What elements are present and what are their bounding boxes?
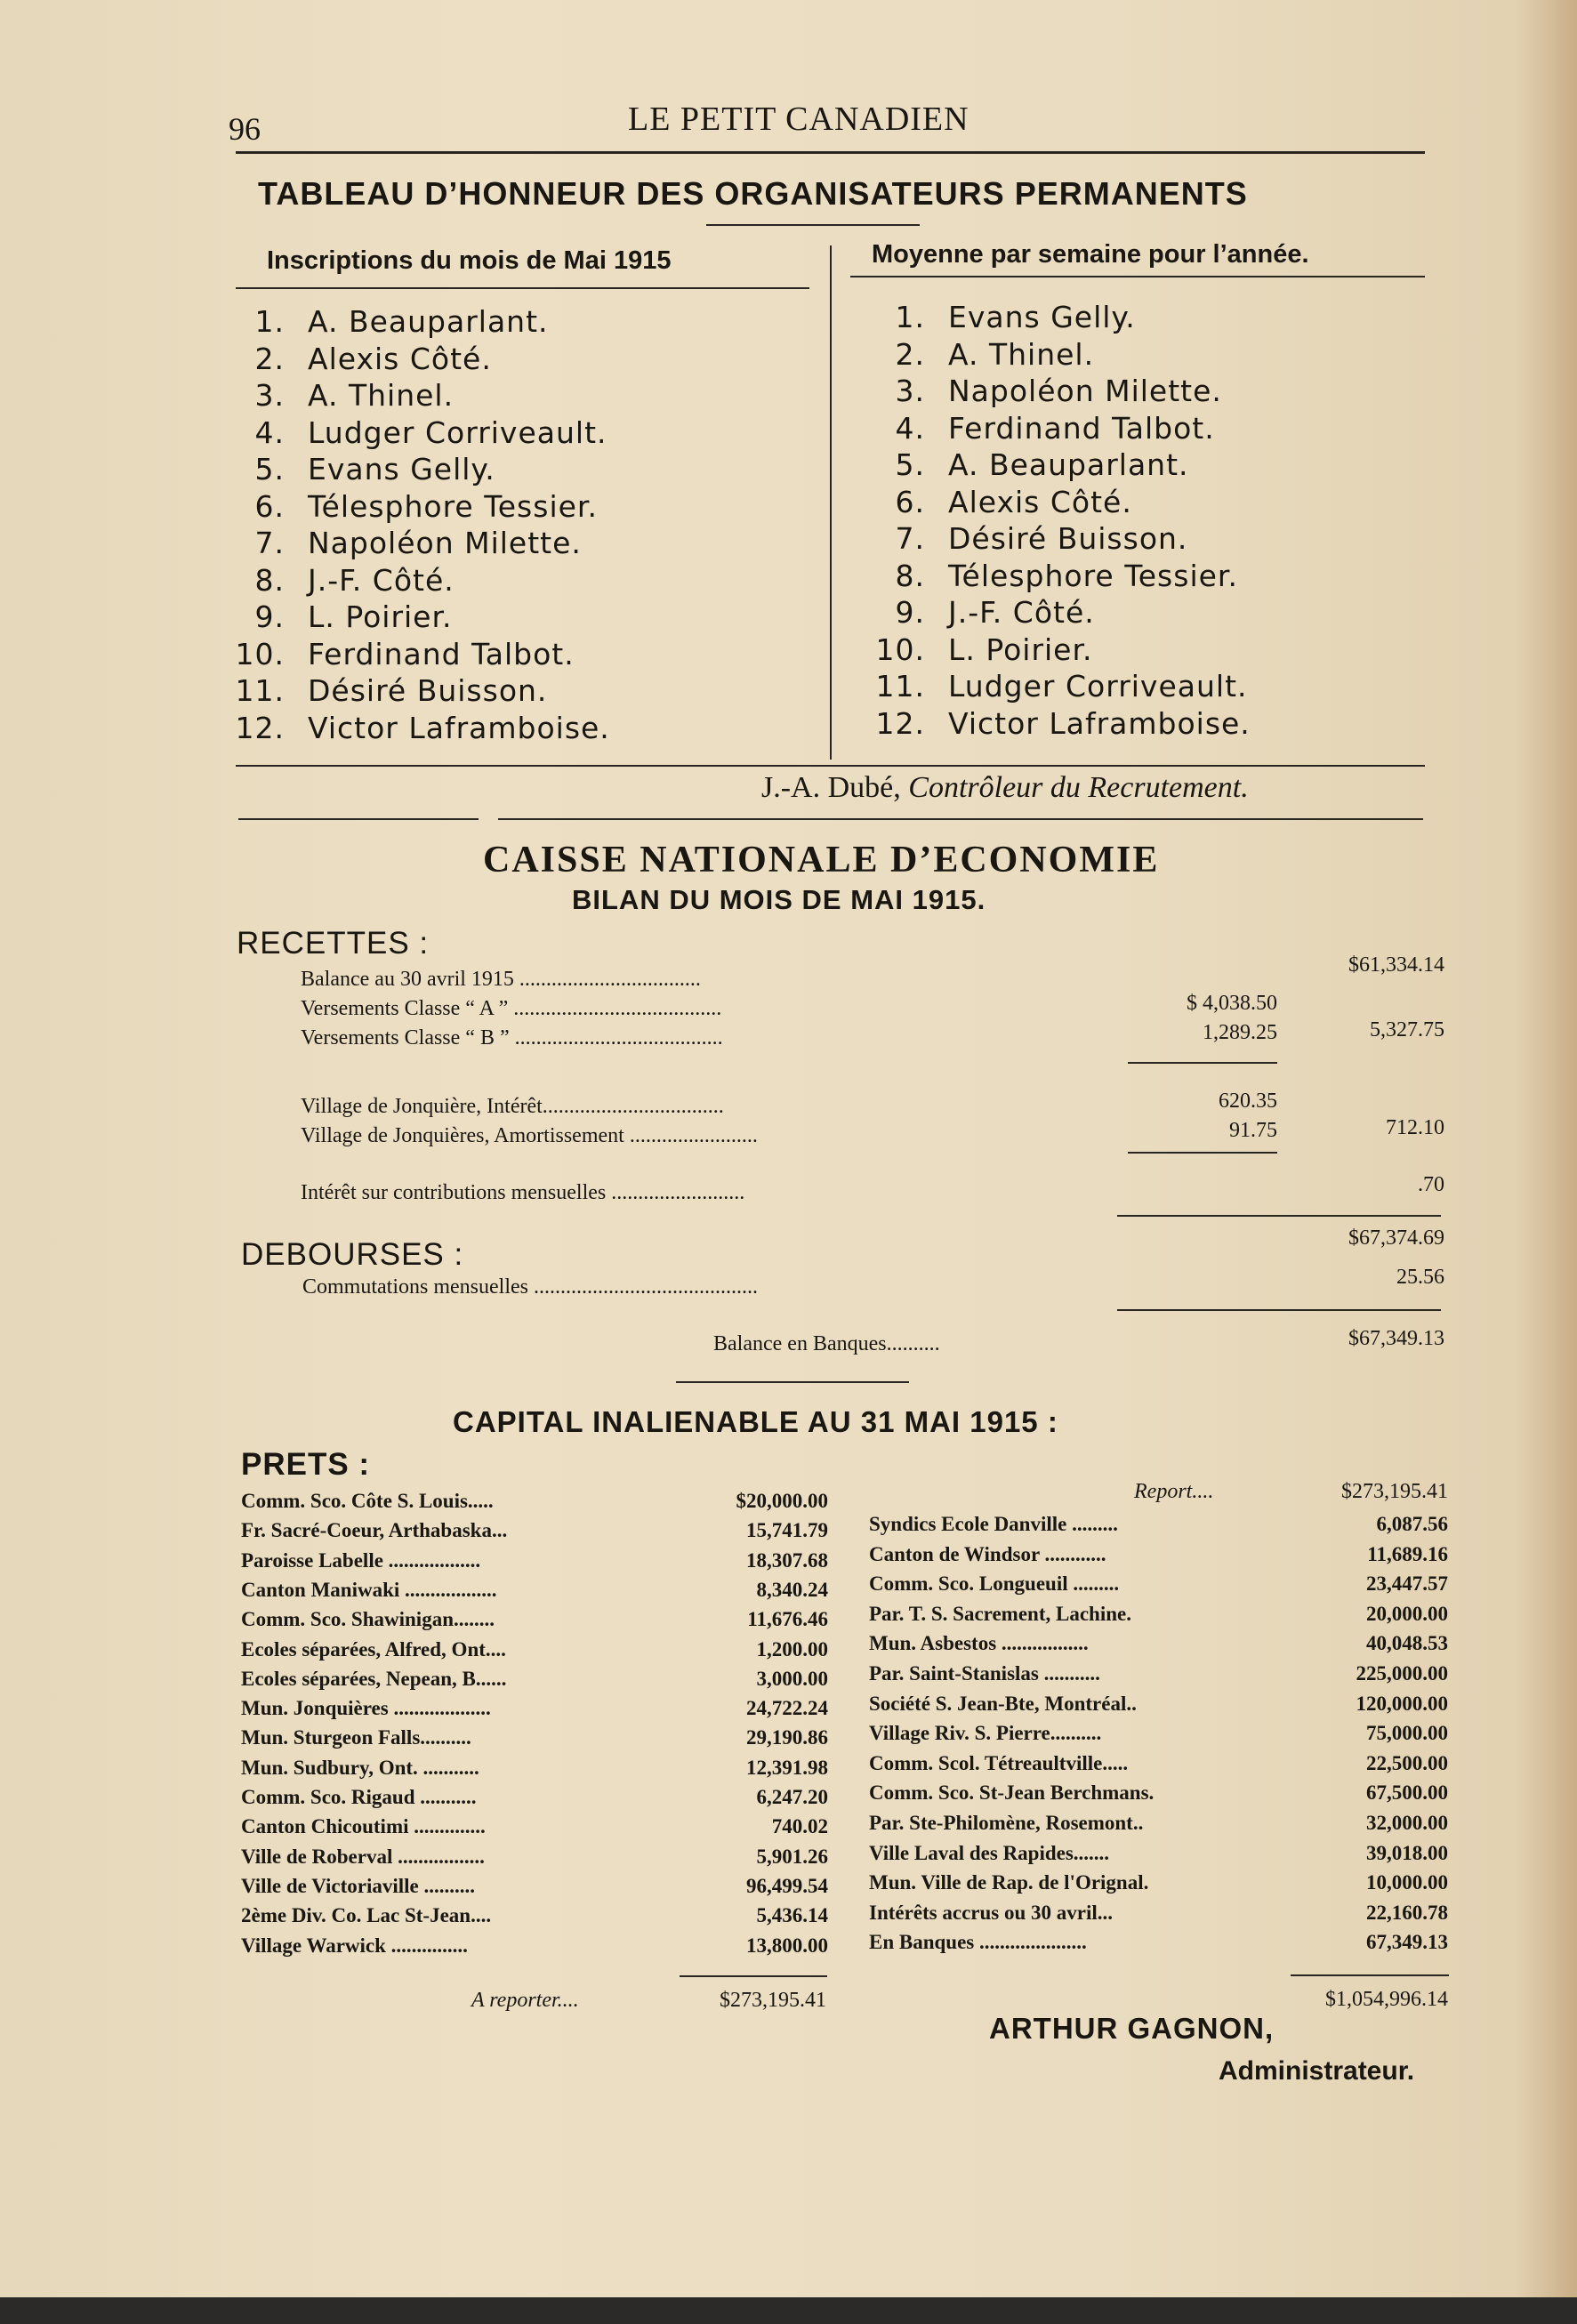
debourses-heading: DEBOURSES : — [241, 1237, 464, 1272]
capital-title: CAPITAL INALIENABLE AU 31 MAI 1915 : — [453, 1405, 1058, 1438]
report-label: Report.... — [1134, 1480, 1214, 1503]
loan-row-left — [241, 1608, 828, 1635]
honor-left-item — [233, 415, 607, 450]
loan-amount: $20,000.00 — [736, 1490, 828, 1512]
item-number: 3. — [895, 374, 925, 408]
honor-left-item — [233, 378, 454, 413]
item-name: Victor Laframboise. — [308, 710, 610, 745]
loan-label: Comm. Sco. Côte S. Louis..... — [241, 1490, 494, 1512]
loan-row-right — [869, 1842, 1448, 1869]
caisse-title: CAISSE NATIONALE D’ECONOMIE — [483, 840, 1160, 881]
right-loans-rule — [1291, 1974, 1449, 1976]
item-name: Alexis Côté. — [308, 341, 492, 376]
recette-amount: 91.75 — [1229, 1119, 1277, 1142]
loan-row-left — [241, 1519, 828, 1546]
loan-label: Société S. Jean-Bte, Montréal.. — [869, 1692, 1137, 1715]
item-number: 4. — [254, 414, 285, 450]
loan-row-left — [241, 1697, 828, 1724]
loan-row-right — [869, 1902, 1448, 1928]
honor-right-item — [873, 300, 1136, 334]
item-name: Désiré Buisson. — [308, 673, 548, 708]
item-number: 8. — [895, 558, 925, 593]
loan-label: Comm. Sco. Longueuil ......... — [869, 1572, 1120, 1596]
loan-label: Ecoles séparées, Nepean, B...... — [241, 1667, 507, 1690]
honor-right-item — [873, 521, 1187, 556]
honor-bottom-rule — [236, 765, 1425, 767]
column-divider — [830, 245, 832, 760]
item-number: 7. — [895, 521, 925, 556]
loan-label: Mun. Sudbury, Ont. ........... — [241, 1756, 479, 1779]
loan-row-right — [869, 1871, 1448, 1898]
loan-label: Ecoles séparées, Alfred, Ont.... — [241, 1637, 506, 1661]
prets-heading: PRETS : — [241, 1447, 371, 1482]
recette-label: Village de Jonquières, Amortissement ........................ — [301, 1124, 758, 1147]
balance-total: $67,349.13 — [1348, 1327, 1444, 1350]
loan-amount: 96,499.54 — [746, 1874, 828, 1897]
item-number: 1. — [254, 304, 285, 339]
item-name: A. Beauparlant. — [308, 304, 549, 339]
subrule-1 — [1128, 1062, 1277, 1064]
loan-amount: 40,048.53 — [1366, 1632, 1448, 1655]
item-number: 4. — [895, 410, 925, 446]
item-name: A. Thinel. — [308, 378, 455, 413]
loan-label: Comm. Sco. St-Jean Berchmans. — [869, 1781, 1155, 1805]
loan-label: Canton Chicoutimi .............. — [241, 1815, 486, 1838]
honor-right-item — [873, 485, 1132, 519]
signature — [761, 771, 1249, 805]
item-number: 5. — [254, 452, 285, 487]
loan-amount: 3,000.00 — [756, 1667, 828, 1690]
honor-left-item — [233, 342, 492, 376]
item-number: 5. — [895, 447, 925, 482]
item-number: 9. — [254, 599, 285, 634]
loan-row-left — [241, 1726, 828, 1753]
loan-label: Par. Saint-Stanislas ........... — [869, 1662, 1100, 1685]
loan-row-right — [869, 1931, 1448, 1958]
honor-right-item — [873, 337, 1094, 372]
loan-row-right — [869, 1543, 1448, 1570]
loan-row-right — [869, 1632, 1448, 1659]
loan-label: Village Riv. S. Pierre.......... — [869, 1722, 1102, 1745]
loan-label: Comm. Scol. Tétreaultville..... — [869, 1751, 1129, 1774]
loan-amount: 11,689.16 — [1367, 1542, 1448, 1565]
loan-label: Comm. Sco. Rigaud ........... — [241, 1786, 477, 1808]
loan-row-right — [869, 1572, 1448, 1599]
signature-title: Contrôleur du Recrutement. — [908, 771, 1249, 804]
grand-total: $1,054,996.14 — [1325, 1988, 1448, 2011]
left-loans-rule — [680, 1975, 827, 1977]
recette-total: 5,327.75 — [1370, 1018, 1444, 1041]
subtotal-rule — [1117, 1215, 1441, 1217]
loan-label: Mun. Sturgeon Falls.......... — [241, 1726, 471, 1749]
loan-row-right — [869, 1781, 1448, 1808]
item-number: 11. — [875, 669, 925, 704]
loan-label: Fr. Sacré-Coeur, Arthabaska... — [241, 1519, 508, 1542]
loan-amount: 32,000.00 — [1366, 1812, 1448, 1834]
honor-right-item — [873, 374, 1222, 408]
honor-left-item — [233, 452, 495, 487]
item-name: J.-F. Côté. — [308, 562, 455, 598]
recette-total: 712.10 — [1386, 1116, 1444, 1139]
honor-left-item — [233, 563, 455, 598]
loan-row-left — [241, 1668, 828, 1694]
recette-label: Village de Jonquière, Intérêt.................................. — [301, 1095, 724, 1118]
loan-amount: 6,087.56 — [1376, 1513, 1448, 1535]
item-name: J.-F. Côté. — [948, 595, 1095, 630]
loan-amount: 6,247.20 — [756, 1786, 828, 1808]
loan-amount: 13,800.00 — [746, 1934, 828, 1957]
signature-name: J.-A. Dubé, — [761, 771, 901, 804]
honor-right-item — [873, 632, 1093, 667]
item-name: Victor Laframboise. — [948, 705, 1251, 741]
separator-left — [238, 818, 479, 820]
loan-row-right — [869, 1603, 1448, 1629]
honor-left-item — [233, 599, 453, 634]
loan-row-right — [869, 1693, 1448, 1719]
loan-row-left — [241, 1786, 828, 1813]
item-number: 12. — [235, 710, 285, 745]
honor-right-item — [873, 411, 1215, 446]
item-name: Napoléon Milette. — [948, 374, 1222, 408]
loan-row-right — [869, 1752, 1448, 1779]
loan-label: Mun. Asbestos ................. — [869, 1632, 1089, 1655]
loan-amount: 20,000.00 — [1366, 1602, 1448, 1625]
item-name: Ludger Corriveault. — [308, 414, 607, 450]
loan-amount: 75,000.00 — [1366, 1722, 1448, 1745]
item-number: 10. — [235, 636, 285, 671]
honor-left-item — [233, 526, 582, 560]
honor-right-item — [873, 559, 1238, 593]
loan-label: Canton de Windsor ............ — [869, 1542, 1106, 1565]
item-name: Ferdinand Talbot. — [948, 410, 1215, 446]
item-name: L. Poirier. — [308, 599, 453, 634]
item-name: A. Beauparlant. — [948, 447, 1189, 482]
item-name: L. Poirier. — [948, 631, 1093, 667]
report-amount: $273,195.41 — [1341, 1480, 1448, 1503]
honor-right-heading: Moyenne par semaine pour l’année. — [872, 240, 1309, 269]
recettes-heading: RECETTES : — [237, 926, 430, 961]
loan-amount: 15,741.79 — [746, 1519, 828, 1542]
honor-left-item — [233, 673, 547, 708]
honor-left-item — [233, 711, 610, 745]
loan-amount: 67,500.00 — [1366, 1781, 1448, 1805]
honor-right-item — [873, 595, 1095, 630]
bilan-title: BILAN DU MOIS DE MAI 1915. — [572, 884, 986, 915]
recette-label: Versements Classe “ A ” ....................................... — [301, 997, 722, 1020]
item-number: 6. — [895, 484, 925, 519]
item-name: Télesphore Tessier. — [308, 488, 598, 524]
item-name: Evans Gelly. — [948, 300, 1136, 334]
item-number: 10. — [875, 631, 925, 667]
balance-rule — [1117, 1309, 1441, 1311]
loan-label: Ville de Victoriaville .......... — [241, 1874, 475, 1897]
item-name: A. Thinel. — [948, 336, 1095, 372]
item-number: 8. — [254, 562, 285, 598]
honor-right-item — [873, 447, 1189, 482]
loan-row-left — [241, 1904, 828, 1931]
loan-amount: 23,447.57 — [1366, 1572, 1448, 1596]
loan-row-right — [869, 1812, 1448, 1838]
loan-row-left — [241, 1549, 828, 1576]
loan-amount: 225,000.00 — [1356, 1662, 1448, 1685]
loan-label: En Banques ..................... — [869, 1931, 1087, 1954]
item-name: Alexis Côté. — [948, 484, 1132, 519]
loan-amount: 11,676.46 — [747, 1608, 828, 1631]
loan-amount: 8,340.24 — [756, 1578, 828, 1601]
a-reporter-amount: $273,195.41 — [720, 1989, 826, 2012]
a-reporter-label: A reporter.... — [471, 1989, 579, 2012]
loan-label: Mun. Ville de Rap. de l'Orignal. — [869, 1871, 1149, 1894]
signatory-name: ARTHUR GAGNON, — [989, 2012, 1275, 2045]
item-number: 2. — [895, 336, 925, 372]
honor-left-heading: Inscriptions du mois de Mai 1915 — [267, 246, 672, 275]
loan-row-left — [241, 1490, 828, 1516]
honor-left-item — [233, 304, 549, 339]
loan-label: Par. T. S. Sacrement, Lachine. — [869, 1602, 1131, 1625]
recette-total: $61,334.14 — [1348, 953, 1444, 977]
subrule-2 — [1128, 1152, 1277, 1154]
loan-label: Intérêts accrus ou 30 avril... — [869, 1901, 1114, 1924]
loan-row-left — [241, 1934, 828, 1961]
capital-separator — [676, 1381, 909, 1383]
separator-right — [498, 818, 1423, 820]
scan-edge — [0, 2297, 1577, 2324]
item-number: 12. — [875, 705, 925, 741]
recette-total: .70 — [1418, 1173, 1444, 1196]
loan-row-left — [241, 1757, 828, 1783]
item-number: 11. — [235, 673, 285, 708]
item-name: Napoléon Milette. — [308, 526, 582, 560]
recette-amount: 1,289.25 — [1203, 1021, 1277, 1044]
loan-label: Paroisse Labelle .................. — [241, 1548, 481, 1572]
loan-amount: 39,018.00 — [1366, 1841, 1448, 1864]
item-name: Ludger Corriveault. — [948, 669, 1248, 704]
page-number: 96 — [229, 111, 261, 147]
debourse-total: 25.56 — [1396, 1266, 1444, 1289]
item-number: 6. — [254, 488, 285, 524]
loan-row-left — [241, 1875, 828, 1902]
loan-label: Canton Maniwaki .................. — [241, 1578, 497, 1601]
loan-label: Ville Laval des Rapides....... — [869, 1841, 1110, 1864]
item-number: 9. — [895, 595, 925, 630]
header-rule — [236, 151, 1425, 154]
loan-row-right — [869, 1722, 1448, 1749]
recette-label: Versements Classe “ B ” ....................................... — [301, 1026, 723, 1049]
loan-amount: 120,000.00 — [1356, 1692, 1448, 1715]
item-name: Télesphore Tessier. — [948, 558, 1238, 593]
loan-row-left — [241, 1638, 828, 1665]
publication-title: LE PETIT CANADIEN — [628, 101, 970, 138]
loan-label: Village Warwick ............... — [241, 1934, 468, 1957]
loan-amount: 22,500.00 — [1366, 1751, 1448, 1774]
loan-label: 2ème Div. Co. Lac St-Jean.... — [241, 1904, 492, 1927]
loan-amount: 5,901.26 — [756, 1845, 828, 1868]
balance-label: Balance en Banques.......... — [713, 1332, 940, 1355]
loan-row-right — [869, 1662, 1448, 1689]
honor-roll-title: TABLEAU D’HONNEUR DES ORGANISATEURS PERMANENTS — [258, 175, 1248, 212]
loan-label: Comm. Sco. Shawinigan........ — [241, 1608, 495, 1631]
debourse-label: Commutations mensuelles .......................................... — [302, 1275, 758, 1299]
loan-row-left — [241, 1815, 828, 1842]
loan-amount: 29,190.86 — [746, 1726, 828, 1749]
loan-amount: 5,436.14 — [756, 1904, 828, 1927]
loan-amount: 18,307.68 — [746, 1548, 828, 1572]
item-number: 1. — [895, 300, 925, 334]
loan-label: Par. Ste-Philomène, Rosemont.. — [869, 1812, 1144, 1834]
loan-amount: 22,160.78 — [1366, 1901, 1448, 1924]
loan-amount: 24,722.24 — [746, 1697, 828, 1720]
honor-right-item — [873, 706, 1251, 741]
recette-label: Balance au 30 avril 1915 .................................. — [301, 968, 701, 991]
item-name: Evans Gelly. — [308, 452, 495, 487]
loan-label: Syndics Ecole Danville ......... — [869, 1513, 1118, 1535]
loan-row-right — [869, 1513, 1448, 1540]
recette-amount: $ 4,038.50 — [1187, 992, 1277, 1015]
item-number: 7. — [254, 526, 285, 560]
honor-right-item — [873, 669, 1248, 704]
recette-amount: 620.35 — [1219, 1090, 1277, 1113]
loan-amount: 10,000.00 — [1366, 1871, 1448, 1894]
right-heading-rule — [850, 276, 1425, 277]
honor-left-item — [233, 489, 598, 524]
loan-row-left — [241, 1846, 828, 1872]
left-heading-rule — [236, 287, 809, 289]
loan-amount: 740.02 — [771, 1815, 828, 1838]
loan-amount: 12,391.98 — [746, 1756, 828, 1779]
loan-label: Mun. Jonquières ................... — [241, 1697, 491, 1720]
loan-label: Ville de Roberval ................. — [241, 1845, 485, 1868]
item-number: 2. — [254, 341, 285, 376]
recette-label: Intérêt sur contributions mensuelles ......................... — [301, 1181, 745, 1204]
loan-amount: 1,200.00 — [756, 1637, 828, 1661]
title-underline — [706, 224, 920, 226]
item-name: Ferdinand Talbot. — [308, 636, 575, 671]
subtotal: $67,374.69 — [1348, 1226, 1444, 1250]
loan-amount: 67,349.13 — [1366, 1931, 1448, 1954]
item-name: Désiré Buisson. — [948, 521, 1188, 556]
item-number: 3. — [254, 378, 285, 413]
honor-left-item — [233, 637, 575, 671]
loan-row-left — [241, 1579, 828, 1605]
signatory-title: Administrateur. — [1219, 2056, 1415, 2086]
